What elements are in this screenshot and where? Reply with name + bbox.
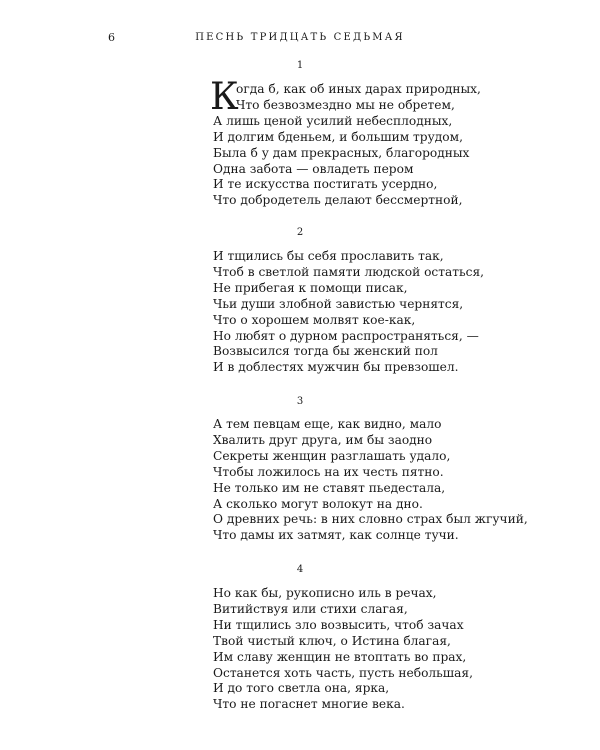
stanza-number: 4 bbox=[296, 564, 304, 575]
verse-line: Что о хорошем молвят кое-как, bbox=[213, 312, 416, 327]
stanza-4 bbox=[213, 586, 573, 713]
verse-line: Не прибегая к помощи писак, bbox=[213, 280, 408, 295]
verse-line: Что добродетель делают бессмертной, bbox=[213, 193, 463, 208]
verse-line: Витийствуя или стихи слагая, bbox=[213, 601, 408, 616]
verse-line: Что не погаснет многие века. bbox=[213, 697, 405, 712]
drop-cap: К bbox=[210, 75, 239, 118]
verse-line: Твой чистый ключ, о Истина благая, bbox=[213, 633, 451, 648]
verse-line: И долгим бденьем, и большим трудом, bbox=[213, 129, 463, 144]
verse-line: Что дамы их затмят, как солнце тучи. bbox=[213, 528, 459, 543]
verse-line: Но любят о дурном распространяться, — bbox=[213, 328, 479, 343]
verse-line: огда б, как об иных дарах природных, bbox=[236, 82, 481, 96]
verse-line: Чьи души злобной завистью чернятся, bbox=[213, 296, 464, 311]
verse-line: И те искусства постигать усердно, bbox=[213, 177, 438, 192]
verse-line: О древних речь: в них словно страх был жгучий, bbox=[213, 512, 528, 527]
running-head: ПЕСНЬ ТРИДЦАТЬ СЕДЬМАЯ bbox=[195, 32, 405, 43]
stanza-number: 1 bbox=[296, 60, 304, 71]
verse-line: Но как бы, рукописно иль в речах, bbox=[213, 586, 437, 600]
verse-line: И тщились бы себя прославить так, bbox=[213, 249, 444, 263]
verse-line: Была б у дам прекрасных, благородных bbox=[213, 145, 470, 160]
stanza-number: 2 bbox=[296, 227, 304, 238]
verse-line: Что безвозмездно мы не обретем, bbox=[236, 97, 455, 112]
page-number: 6 bbox=[108, 31, 115, 44]
verse-line: Одна забота — овладеть пером bbox=[213, 161, 414, 176]
verse-line: И до того светла она, ярка, bbox=[213, 681, 390, 696]
verse-line: Чтоб в светлой памяти людской остаться, bbox=[213, 264, 485, 279]
verse-line: Хвалить друг друга, им бы заодно bbox=[213, 432, 433, 447]
verse-line: Останется хоть часть, пусть небольшая, bbox=[213, 665, 473, 680]
verse-line: И в доблестях мужчин бы превзошел. bbox=[213, 360, 459, 375]
verse-line: А сколько могут волокут на дно. bbox=[213, 496, 423, 511]
verse-line: Возвысился тогда бы женский пол bbox=[213, 344, 438, 359]
stanza-1 bbox=[210, 75, 573, 209]
verse-line: А лишь ценой усилий небесплодных, bbox=[213, 113, 453, 128]
stanza-3 bbox=[213, 417, 573, 544]
stanza-2 bbox=[213, 249, 573, 376]
verse-line: Им славу женщин не втоптать во прах, bbox=[213, 649, 467, 664]
verse-line: Не только им не ставят пьедестала, bbox=[213, 480, 446, 495]
verse-line: Чтобы ложилось на их честь пятно. bbox=[213, 464, 444, 479]
verse-line: А тем певцам еще, как видно, мало bbox=[213, 417, 442, 431]
verse-line: Ни тщились зло возвысить, чтоб зачах bbox=[213, 617, 464, 632]
verse-line: Секреты женщин разглашать удало, bbox=[213, 448, 451, 463]
stanza-number: 3 bbox=[296, 396, 304, 407]
